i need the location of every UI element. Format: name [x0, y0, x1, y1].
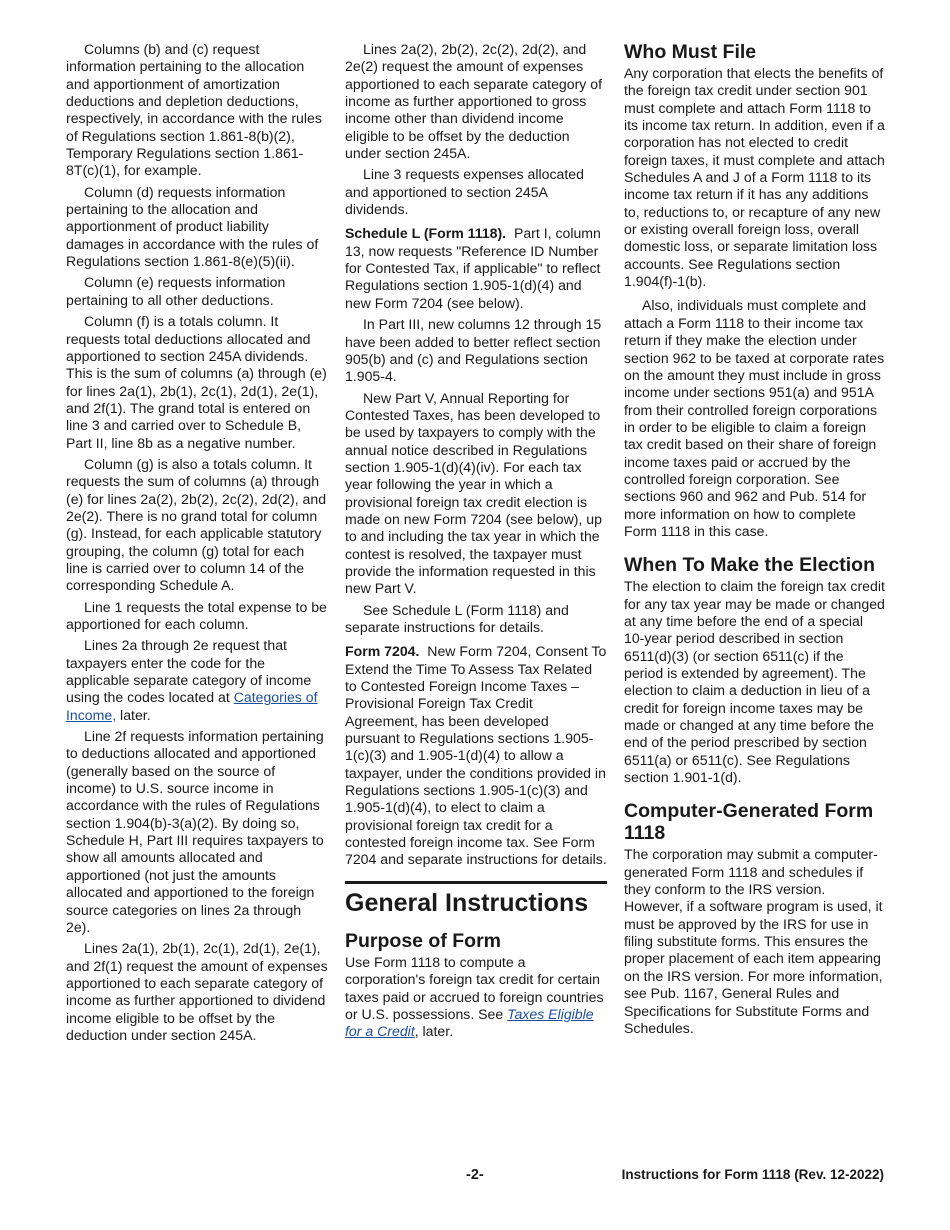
- footer-title: Instructions for Form 1118 (Rev. 12-2022): [621, 1167, 884, 1182]
- when-to-make-election-heading: When To Make the Election: [624, 554, 875, 577]
- paragraph-columns-b-c: Columns (b) and (c) request information pertaining to the allocation and apportionment of amortization deductions and depletion deductions, respectively, in accordance with the rules of Regulations section 1.861-8(b)(2), Temporary Regulations section 1.861-8T(c)(1), for example.: [66, 41, 322, 179]
- page-number: -2-: [466, 1167, 484, 1183]
- column-2: [345, 41, 607, 1045]
- general-instructions-heading: General Instructions: [345, 881, 607, 918]
- paragraph-line-2f: Line 2f requests information pertaining to deductions allocated and apportioned (generally based on the source of income) to U.S. source income in accordance with the rules of Regulations section 1.904(b)-3(a)(2). By doing so, Schedule H, Part III requires taxpayers to show all amounts allocated and apportioned (not just the amounts allocated and apportioned to the foreign source categories on lines 2a through 2e).: [66, 728, 324, 935]
- schedule-l-heading: Schedule L (Form 1118).: [345, 225, 507, 242]
- purpose-of-form-heading: Purpose of Form: [345, 929, 502, 952]
- paragraph-column-g: Column (g) is also a totals column. It requests the sum of columns (a) through (e) for lines 2a(2), 2b(2), 2c(2), 2d(2), and 2e(2). There is no grand total for column (g). Instead, for each applicable statutory grouping, the column (g) total for each line is carried over to column 14 of the corresponding Schedule A.: [66, 455, 327, 594]
- paragraph-who-must-file: Any corporation that elects the benefits of the foreign tax credit under section 901 must complete and attach Form 1118 to its income tax return. In addition, even if a corporation has not elected to credit foreign taxes, it must complete and attach Schedules A and J of a Form 1118 to its income tax return if it has any additions to, reductions to, or recapture of any new or existing overall foreign loss, overall domestic loss, or separate limitation loss accounts. See Regulations section 1.904(f)-1(b).: [624, 65, 885, 290]
- form-7204-heading: Form 7204.: [345, 643, 420, 660]
- paragraph-line-3: Line 3 requests expenses allocated and apportioned to section 245A dividends.: [345, 166, 584, 218]
- paragraph-purpose: Use Form 1118 to compute a corporation's foreign tax credit for certain taxes paid or accrued to foreign countries or U.S. possessions. See Taxes Eligible for a Credit, later.: [345, 953, 604, 1040]
- paragraph-computer-generated: The corporation may submit a computer-generated Form 1118 and schedules if they conform to the IRS version. However, if a software program is used, it must be approved by the IRS for use in filing substitute forms. This ensures the proper placement of each item appearing on the IRS version. For more information, see Pub. 1167, General Rules and Specifications for Substitute Forms and Schedules.: [624, 846, 883, 1036]
- categories-of-income-link[interactable]: Categories of Income,: [66, 689, 318, 723]
- paragraph-column-e: Column (e) requests information pertaining to all other deductions.: [66, 274, 286, 308]
- paragraph-lines-2a-2e: Lines 2a through 2e request that taxpayers enter the code for the applicable separate category of income using the codes located at Categories of Income, later.: [66, 637, 318, 723]
- paragraph-part-v: New Part V, Annual Reporting for Contested Taxes, has been developed to be used by taxpayers to comply with the annual notice described in Regulations section 1.905-1(d)(4)(iv). For each tax year following the year in which a provisional foreign tax credit election is made on new Form 7204 (see below), up to and including the tax year in which the contest is resolved, the taxpayer must provide the information requested in this new Part V.: [345, 389, 602, 597]
- paragraph-column-f: Column (f) is a totals column. It requests total deductions allocated and apportioned to section 245A dividends. This is the sum of columns (a) through (e) for lines 2a(1), 2b(1), 2c(1), 2d(1), 2e(1), and 2f(1). The grand total is entered on line 3 and carried over to Schedule B, Part II, line 8b as a negative number.: [66, 313, 327, 451]
- column-3: [624, 41, 886, 1041]
- paragraph-line-1: Line 1 requests the total expense to be apportioned for each column.: [66, 598, 327, 632]
- paragraph-see-schedule-l: See Schedule L (Form 1118) and separate instructions for details.: [345, 601, 569, 635]
- paragraph-part-iii: In Part III, new columns 12 through 15 have been added to better reflect section 905(b) and (c) and Regulations section 1.905-4.: [345, 316, 602, 385]
- column-1: [66, 41, 328, 1048]
- taxes-eligible-link[interactable]: Taxes Eligible for a Credit: [345, 1005, 594, 1040]
- paragraph-form-7204: Form 7204. New Form 7204, Consent To Extend the Time To Assess Tax Related to Contested Foreign Income Taxes – Provisional Foreign Tax Credit Agreement, has been developed pursuant to Regulations sections 1.905-1(c)(3) and 1.905-1(d)(4) to allow a taxpayer, under the conditions provided in Regulations sections 1.905-1(c)(3) and 1.905-1(d)(4), to elect to claim a provisional foreign tax credit for a contested foreign income tax. See Form 7204 and separate instructions for details.: [345, 643, 607, 868]
- paragraph-schedule-l: Schedule L (Form 1118). Part I, column 13, now requests "Reference ID Number for Contested Tax, if applicable" to reflect Regulations section 1.905-1(d)(4) and new Form 7204 (see below).: [345, 225, 601, 311]
- paragraph-lines-1-amounts: Lines 2a(1), 2b(1), 2c(1), 2d(1), 2e(1), and 2f(1) request the amount of expenses apportioned to each separate category of income as further apportioned to dividend income eligible to be offset by the deduction under section 245A.: [66, 940, 328, 1043]
- paragraph-individuals: Also, individuals must complete and attach a Form 1118 to their income tax return if they make the election under section 962 to be taxed at corporate rates on the amount they must include in gross income under sections 951(a) and 951A from their controlled foreign corporations in order to be eligible to claim a foreign tax credit based on their share of foreign income taxes paid or accrued by the controlled foreign corporation. See sections 960 and 962 and Pub. 514 for more information on how to complete Form 1118 in this case.: [624, 297, 885, 539]
- paragraph-when-to-make-election: The election to claim the foreign tax credit for any tax year may be made or changed at any time before the end of a special 10-year period described in section 6511(d)(3) (or section 6511(c) if the period is extended by agreement). The election to claim a deduction in lieu of a credit for foreign income taxes may be made or changed at any time before the end of the period prescribed by section 6511(a) or 6511(c). See Regulations section 1.901-1(d).: [624, 578, 885, 786]
- computer-generated-heading: Computer-Generated Form 1118: [624, 800, 874, 845]
- paragraph-column-d: Column (d) requests information pertaining to the allocation and apportionment of product liability damages in accordance with the rules of Regulations section 1.861-8(e)(5)(ii).: [66, 183, 319, 270]
- who-must-file-heading: Who Must File: [624, 41, 757, 63]
- paragraph-lines-2-amounts: Lines 2a(2), 2b(2), 2c(2), 2d(2), and 2e(2) request the amount of expenses apportioned to each separate category of income as further apportioned to gross income other than dividend income eligible to be offset by the deduction under section 245A.: [345, 41, 602, 162]
